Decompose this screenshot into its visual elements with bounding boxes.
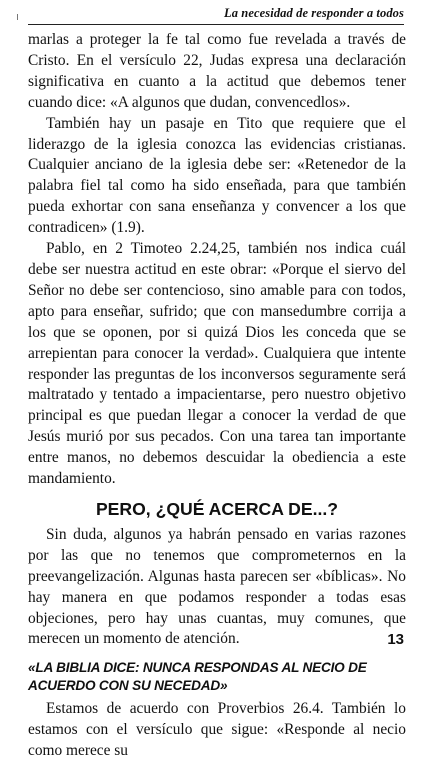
page-body: [28, 30, 406, 762]
subsection-heading: «LA BIBLIA DICE: NUNCA RESPONDAS AL NECIO DE ACUERDO CON SU NECEDAD»: [28, 660, 367, 694]
margin-mark: [17, 14, 18, 20]
paragraph: También hay un pasaje en Tito que requiere que el liderazgo de la iglesia conozca las evidencias cristianas. Cualquier anciano de la iglesia debe ser: «Retenedor de la palabra fiel tal como ha sido enseñada, para que también pueda exhortar con sana enseñanza y convencer a los que contradicen» (1.9).: [28, 114, 406, 237]
paragraph: Pablo, en 2 Timoteo 2.24,25, también nos indica cuál debe ser nuestra actitud en este obrar: «Porque el siervo del Señor no debe ser contencioso, sino amable para con todos, apto para enseñar, sufrido; que con mansedumbre corrija a los que se oponen, por si quizá Dios les conceda que se arrepientan para conocer la verdad». Cualquiera que intente responder las preguntas de los inconversos seguramente será maltratado y tentado a impacientarse, pero nuestro objetivo principal es que puedan llegar a conocer la verdad de que Jesús murió por sus pecados. Con una tarea tan importante entre manos, no debemos descuidar la obediencia a este mandamiento.: [28, 240, 406, 488]
page-number: 13: [387, 631, 404, 648]
running-header: La necesidad de responder a todos: [28, 6, 404, 25]
paragraph: marlas a proteger la fe tal como fue revelada a través de Cristo. En el versículo 22, Judas expresa una declaración significativa en cuanto a la actitud que debemos tener cuando dice: «A algunos que dudan, convencedlos».: [28, 31, 406, 111]
section-heading: PERO, ¿QUÉ ACERCA DE...?: [95, 498, 339, 519]
paragraph: Estamos de acuerdo con Proverbios 26.4. También lo estamos con el versículo que sigue: «Responde al necio como merece su: [28, 700, 406, 760]
paragraph: Sin duda, algunos ya habrán pensado en varias razones por las que no tenemos que comprometernos en la preevangelización. Algunas hasta parecen ser «bíblicas». No hay manera en que podamos responder a todas esas objeciones, pero hay unas cuantas, muy comunes, que merecen un momento de atención.: [28, 525, 406, 648]
